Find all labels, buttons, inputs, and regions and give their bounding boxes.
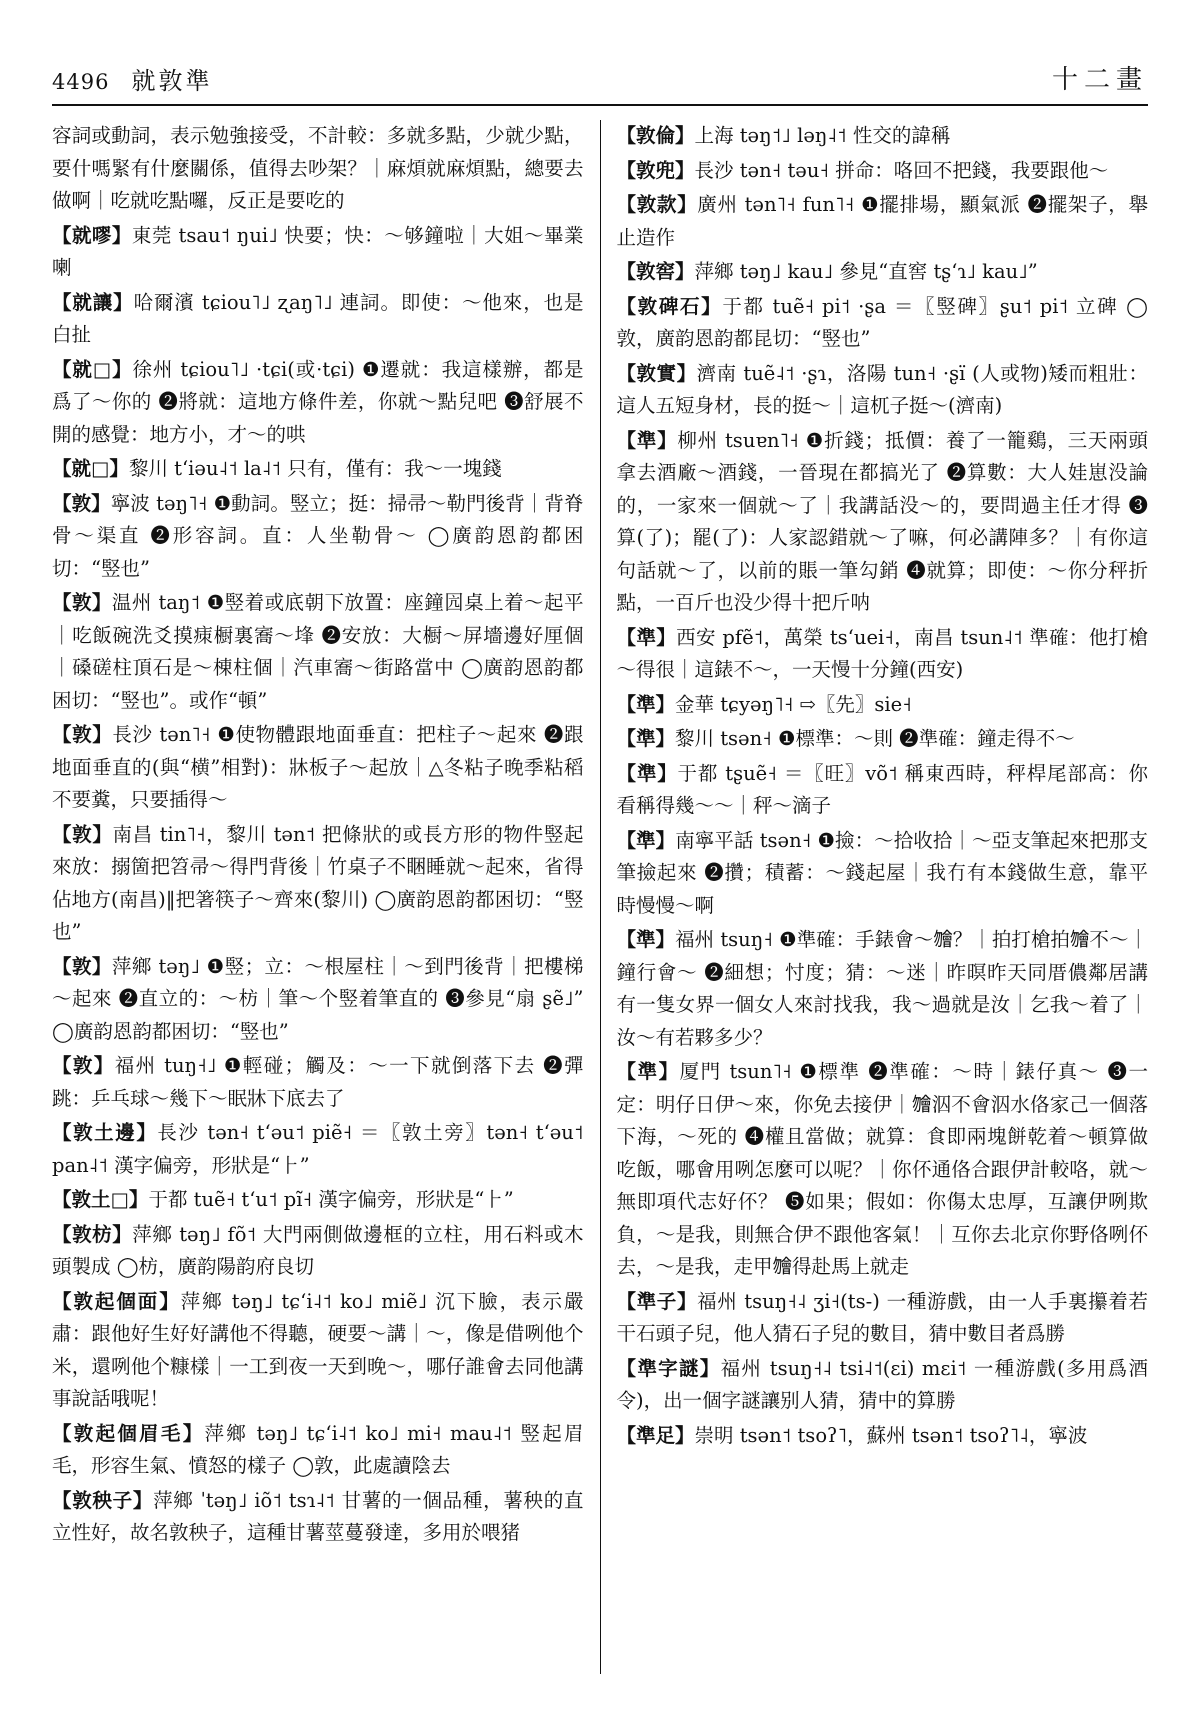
entry-headword: 【敦窖】 xyxy=(616,260,695,283)
dictionary-entry xyxy=(617,120,1149,153)
entry-definition: 容詞或動詞，表示勉強接受，不計較：多就多點，少就少點，要什嗎緊有什麼關係，值得去吵架？｜麻煩就麻煩點，總要去做啊｜吃就吃點囉，反正是要吃的 xyxy=(52,124,584,212)
left-column xyxy=(52,120,601,1674)
dictionary-entry xyxy=(617,1056,1149,1284)
entry-headword: 【準字謎】 xyxy=(616,1356,721,1380)
section-characters: 就敦準 xyxy=(131,67,213,95)
entry-definition: 黎川 tʻiəu˨˦ la˨˦ 只有，僅有：我～一塊錢 xyxy=(128,457,502,480)
dictionary-entry xyxy=(52,1286,584,1416)
dictionary-entry xyxy=(617,291,1149,356)
entry-headword: 【敦】 xyxy=(52,491,111,515)
dictionary-entry xyxy=(617,1286,1149,1351)
entry-headword: 【準】 xyxy=(616,428,678,452)
dictionary-entry xyxy=(52,488,584,586)
entry-headword: 【準】 xyxy=(616,928,676,951)
entry-definition: 萍鄉 ˈtəŋ˩ iõ˦ tsɿ˨˦ 甘薯的一個品種，薯秧的直立性好，故名敦秧子，這種甘薯莖蔓發達，多用於喂猪 xyxy=(52,1488,584,1544)
entry-definition: 萍鄉 təŋ˩ tɕʻi˨˦ ko˩ mi˧ mau˨˦ 竪起眉毛，形容生氣、憤怒的樣子 ◯敦，此處讀陰去 xyxy=(52,1421,584,1477)
entry-headword: 【敦枋】 xyxy=(52,1222,133,1246)
entry-definition: 長沙 tən˥˧ ❶使物體跟地面垂直：把柱子～起來 ❷跟地面垂直的(與“横”相對)：牀板子～起放｜△冬粘子晚季粘稻不要糞，只要插得～ xyxy=(52,723,584,811)
entry-definition: 南昌 tin˥˧，黎川 tən˦ 把條狀的或長方形的物件竪起來放：搦箇把笤帚～得門背後｜竹桌子不睏睡就～起來，省得佔地方(南昌)‖把箸筷子～齊來(黎川) ◯廣韵恩韵都困切：“竪也” xyxy=(52,822,584,943)
entry-headword: 【敦起個面】 xyxy=(52,1289,181,1313)
entry-definition: 長沙 tən˧ tʻəu˦ piẽ˧ ＝〖敦土旁〗tən˧ tʻəu˦ pan˨˦ 漢字偏旁，形狀是“⺊” xyxy=(52,1121,584,1177)
entry-headword: 【敦秧子】 xyxy=(52,1488,154,1512)
entry-headword: 【準】 xyxy=(616,828,676,852)
entry-headword: 【準】 xyxy=(616,727,676,750)
dictionary-entry xyxy=(617,1420,1149,1453)
entry-headword: 【敦兜】 xyxy=(616,158,695,182)
dictionary-entry xyxy=(617,723,1149,756)
entry-definition: 廣州 tən˥˧ fun˥˧ ❶擺排場，顯氣派 ❷擺架子，舉止造作 xyxy=(616,193,1148,249)
entry-headword: 【敦碑石】 xyxy=(616,294,723,318)
entry-headword: 【敦】 xyxy=(52,954,112,978)
dictionary-entry xyxy=(52,719,584,817)
dictionary-entry xyxy=(617,689,1149,722)
dictionary-entry xyxy=(617,189,1149,254)
entry-headword: 【就□】 xyxy=(52,457,129,480)
dictionary-entry xyxy=(52,1050,584,1115)
entry-definition: 福州 tuŋ˧˩ ❶輕碰；觸及：～一下就倒落下去 ❷彈跳：乒乓球～幾下～眠牀下底去了 xyxy=(52,1054,584,1110)
entry-definition: 寧波 təŋ˥˧ ❶動詞。竪立；挺：掃帚～勒門後背｜背脊骨～渠直 ❷形容詞。直：人坐勒骨～ ◯廣韵恩韵都困切：“竪也” xyxy=(52,491,584,580)
dictionary-entry xyxy=(52,120,584,218)
entry-headword: 【就□】 xyxy=(52,357,133,381)
entry-headword: 【準】 xyxy=(616,1060,680,1083)
dictionary-entry xyxy=(52,819,584,949)
entry-headword: 【準足】 xyxy=(616,1423,695,1447)
stroke-count-label: 十二畫 xyxy=(1051,65,1148,95)
entry-definition: 上海 təŋ˦˩ ləŋ˨˦ 性交的諱稱 xyxy=(694,124,951,147)
entry-definition: 南寧平話 tsən˧ ❶撿：～拾收拾｜～亞支筆起來把那支筆撿起來 ❷攢；積蓄：～錢起屋｜我冇有本錢做生意，靠平時慢慢～啊 xyxy=(616,828,1148,917)
entry-definition: 温州 taŋ˦ ❶竪着或底朝下放置：座鐘囥桌上着～起平｜吃飯碗洗爻摸㾊橱裏㝯～埄 ❷安放：大橱～屏墻邊好厘個｜磉磋柱頂石是～棟柱個｜汽車㝯～街路當中 ◯廣韵恩韵都困切：“竪也”。或作“頓” xyxy=(52,591,584,712)
dictionary-entry xyxy=(52,220,584,285)
entry-headword: 【敦】 xyxy=(52,723,113,746)
dictionary-entry xyxy=(617,622,1149,687)
entry-definition: 福州 tsuŋ˧ ❶準確：手錶會～𣍐？｜拍打槍拍𣍐不～｜鐘行會～ ❷細想；忖度；猜：～迷｜昨暝昨天同厝儂鄰居講有一隻女界一個女人來討找我，我～過就是汝｜乞我～着了｜汝～有若夥多少？ xyxy=(616,928,1148,1049)
dictionary-entry xyxy=(52,287,584,352)
dictionary-entry xyxy=(617,758,1149,823)
entry-headword: 【準】 xyxy=(616,761,678,785)
entry-definition: 萍鄉 təŋ˩ fõ˦ 大門兩側做邊框的立柱，用石料或木頭製成 ◯枋，廣韵陽韵府良切 xyxy=(52,1222,584,1278)
dictionary-entry xyxy=(617,155,1149,188)
dictionary-entry xyxy=(52,1117,584,1182)
entry-definition: 于都 tuẽ˧ pi˦ ·ʂa ＝〖竪碑〗ʂu˦ pi˦ 立碑 ◯敦，廣韵恩韵都昆切：“竪也” xyxy=(616,294,1148,350)
entry-definition: 濟南 tuẽ˨˦ ·ʂɿ，洛陽 tun˧ ·ʂï (人或物)矮而粗壯：這人五短身材，長的挺～｜這杌子挺～(濟南) xyxy=(616,361,1148,417)
dictionary-entry xyxy=(52,453,584,486)
entry-definition: 萍鄉 təŋ˩ tɕʻi˨˦ ko˩ miẽ˩ 沉下臉，表示嚴肅：跟他好生好好講他不得聽，硬要～講｜～，像是借咧他个米，還咧他个糠樣｜一工到夜一天到晚～，哪仔誰會去同他講事說話哦呢！ xyxy=(52,1289,584,1410)
entry-headword: 【敦】 xyxy=(52,591,112,614)
entry-definition: 于都 tʂuẽ˧ ＝〖旺〗võ˦ 稱東西時，秤桿尾部高：你看稱得幾～～｜秤～滴子 xyxy=(616,761,1148,817)
entry-definition: 厦門 tsun˥˧ ❶標準 ❷準確：～時｜錶仔真～ ❸一定：明仔日伊～來，你免去接伊｜𣍐泅不會泅水佫家己一個落下海，～死的 ❹權且當做；就算：食即兩塊餅乾着～頓算做吃飯，哪會用咧怎麼可以呢？｜你伓通佫合跟伊計較咯，就～無即項代志好伓？ ❺如果；假如：你傷太忠厚，互讓伊咧欺負，～是我，則無合伊不跟他客氣！｜互你去北京你野佫咧伓去，～是我，走甲𣍐得赴馬上就走 xyxy=(616,1060,1148,1278)
entry-definition: 萍鄉 təŋ˩ kau˩ 參見“直窖 tʂʻɿ˩ kau˩” xyxy=(694,260,1038,283)
entry-definition: 柳州 tsuɐn˥˧ ❶折錢；抵價：養了一籠鷄，三天兩頭拿去酒廠～酒錢，一晉現在都搞光了 ❷算數：大人娃崽没論的，一家來一個就～了｜我講話没～的，要問過主任才得 ❸算(了)；罷(了)：人家認錯就～了嘛，何必講陣多？｜有你這句話就～了，以前的賬一筆勾銷 ❹就算；即使：～你分秤折點，一百斤也没少得十把斤呐 xyxy=(616,428,1148,614)
entry-definition: 崇明 tsən˦ tsoʔ˥，蘇州 tsən˦ tsoʔ˥˨，寧波 xyxy=(694,1423,1088,1447)
entry-headword: 【敦土□】 xyxy=(52,1188,149,1211)
dictionary-entry xyxy=(52,1184,584,1217)
header-left xyxy=(52,61,212,96)
entry-definition: 東莞 tsau˦ ŋui˩ 快要；快：～够鐘啦｜大姐～畢業喇 xyxy=(52,223,584,279)
entry-headword: 【就讓】 xyxy=(52,290,134,314)
dictionary-entry xyxy=(617,924,1149,1054)
entry-definition: 福州 tsuŋ˧˨ tsi˨˦(ɛi) mɛi˦ 一種游戲(多用爲酒令)，出一個字謎讓别人猜，猜中的算勝 xyxy=(616,1356,1148,1412)
entry-headword: 【敦】 xyxy=(52,1054,115,1077)
entry-headword: 【準】 xyxy=(616,692,676,716)
dictionary-entry xyxy=(52,1418,584,1483)
entry-headword: 【準】 xyxy=(616,625,677,649)
entry-definition: 福州 tsuŋ˧˨ ʒi˧(ts-) 一種游戲，由一人手裏攥着若干石頭子兒，他人猜石子兒的數目，猜中數目者爲勝 xyxy=(616,1289,1148,1345)
entry-headword: 【敦實】 xyxy=(616,361,697,385)
entry-headword: 【就嘐】 xyxy=(52,223,132,247)
entry-definition: 萍鄉 təŋ˩ ❶竪；立：～根屋柱｜～到門後背｜把樓梯～起來 ❷直立的：～枋｜筆～个竪着筆直的 ❸參見“扇 ʂẽ˩” ◯廣韵恩韵都困切：“竪也” xyxy=(52,954,584,1043)
page-header xyxy=(52,60,1148,106)
right-column xyxy=(601,120,1149,1674)
entry-headword: 【敦】 xyxy=(52,822,113,846)
dictionary-entry xyxy=(617,825,1149,923)
entry-definition: 西安 pfẽ˦，萬榮 tsʻuei˧，南昌 tsun˨˦ 準確：他打槍～得很｜這錶不～，一天慢十分鐘(西安) xyxy=(616,625,1148,681)
dictionary-entry xyxy=(617,1353,1149,1418)
entry-definition: 長沙 tən˧ təu˧ 拼命：咯回不把錢，我要跟他～ xyxy=(694,158,1109,182)
dictionary-entry xyxy=(52,1219,584,1284)
entry-definition: 金華 tɕyəŋ˥˧ ⇨〖先〗sie˧ xyxy=(675,692,912,716)
dictionary-entry xyxy=(52,1485,584,1550)
entry-headword: 【敦土邊】 xyxy=(52,1121,158,1144)
dictionary-entry xyxy=(52,951,584,1049)
two-column-body xyxy=(52,120,1148,1674)
entry-headword: 【準子】 xyxy=(616,1289,698,1313)
entry-definition: 于都 tuẽ˧ tʻu˦ pĩ˧ 漢字偏旁，形狀是“⺊” xyxy=(148,1188,514,1211)
dictionary-entry xyxy=(52,354,584,452)
entry-headword: 【敦款】 xyxy=(616,193,698,216)
page-number: 4496 xyxy=(52,70,110,94)
entry-definition: 徐州 tɕiou˥˩ ·tɕi(或·tɕi) ❶遷就：我這樣辦，都是爲了～你的 ❷將就：這地方條件差，你就～點兒吧 ❸舒展不開的感覺：地方小，才～的哄 xyxy=(52,357,584,446)
dictionary-entry xyxy=(617,358,1149,423)
dictionary-entry xyxy=(617,425,1149,620)
entry-definition: 哈爾濱 tɕiou˥˩ ʐaŋ˥˩ 連詞。即使：～他來，也是白扯 xyxy=(52,290,584,346)
entry-headword: 【敦倫】 xyxy=(616,124,695,147)
dictionary-entry xyxy=(617,256,1149,289)
entry-headword: 【敦起個眉毛】 xyxy=(52,1421,205,1445)
dictionary-entry xyxy=(52,587,584,717)
entry-definition: 黎川 tsən˧ ❶標準：～則 ❷準確：鐘走得不～ xyxy=(675,727,1075,750)
